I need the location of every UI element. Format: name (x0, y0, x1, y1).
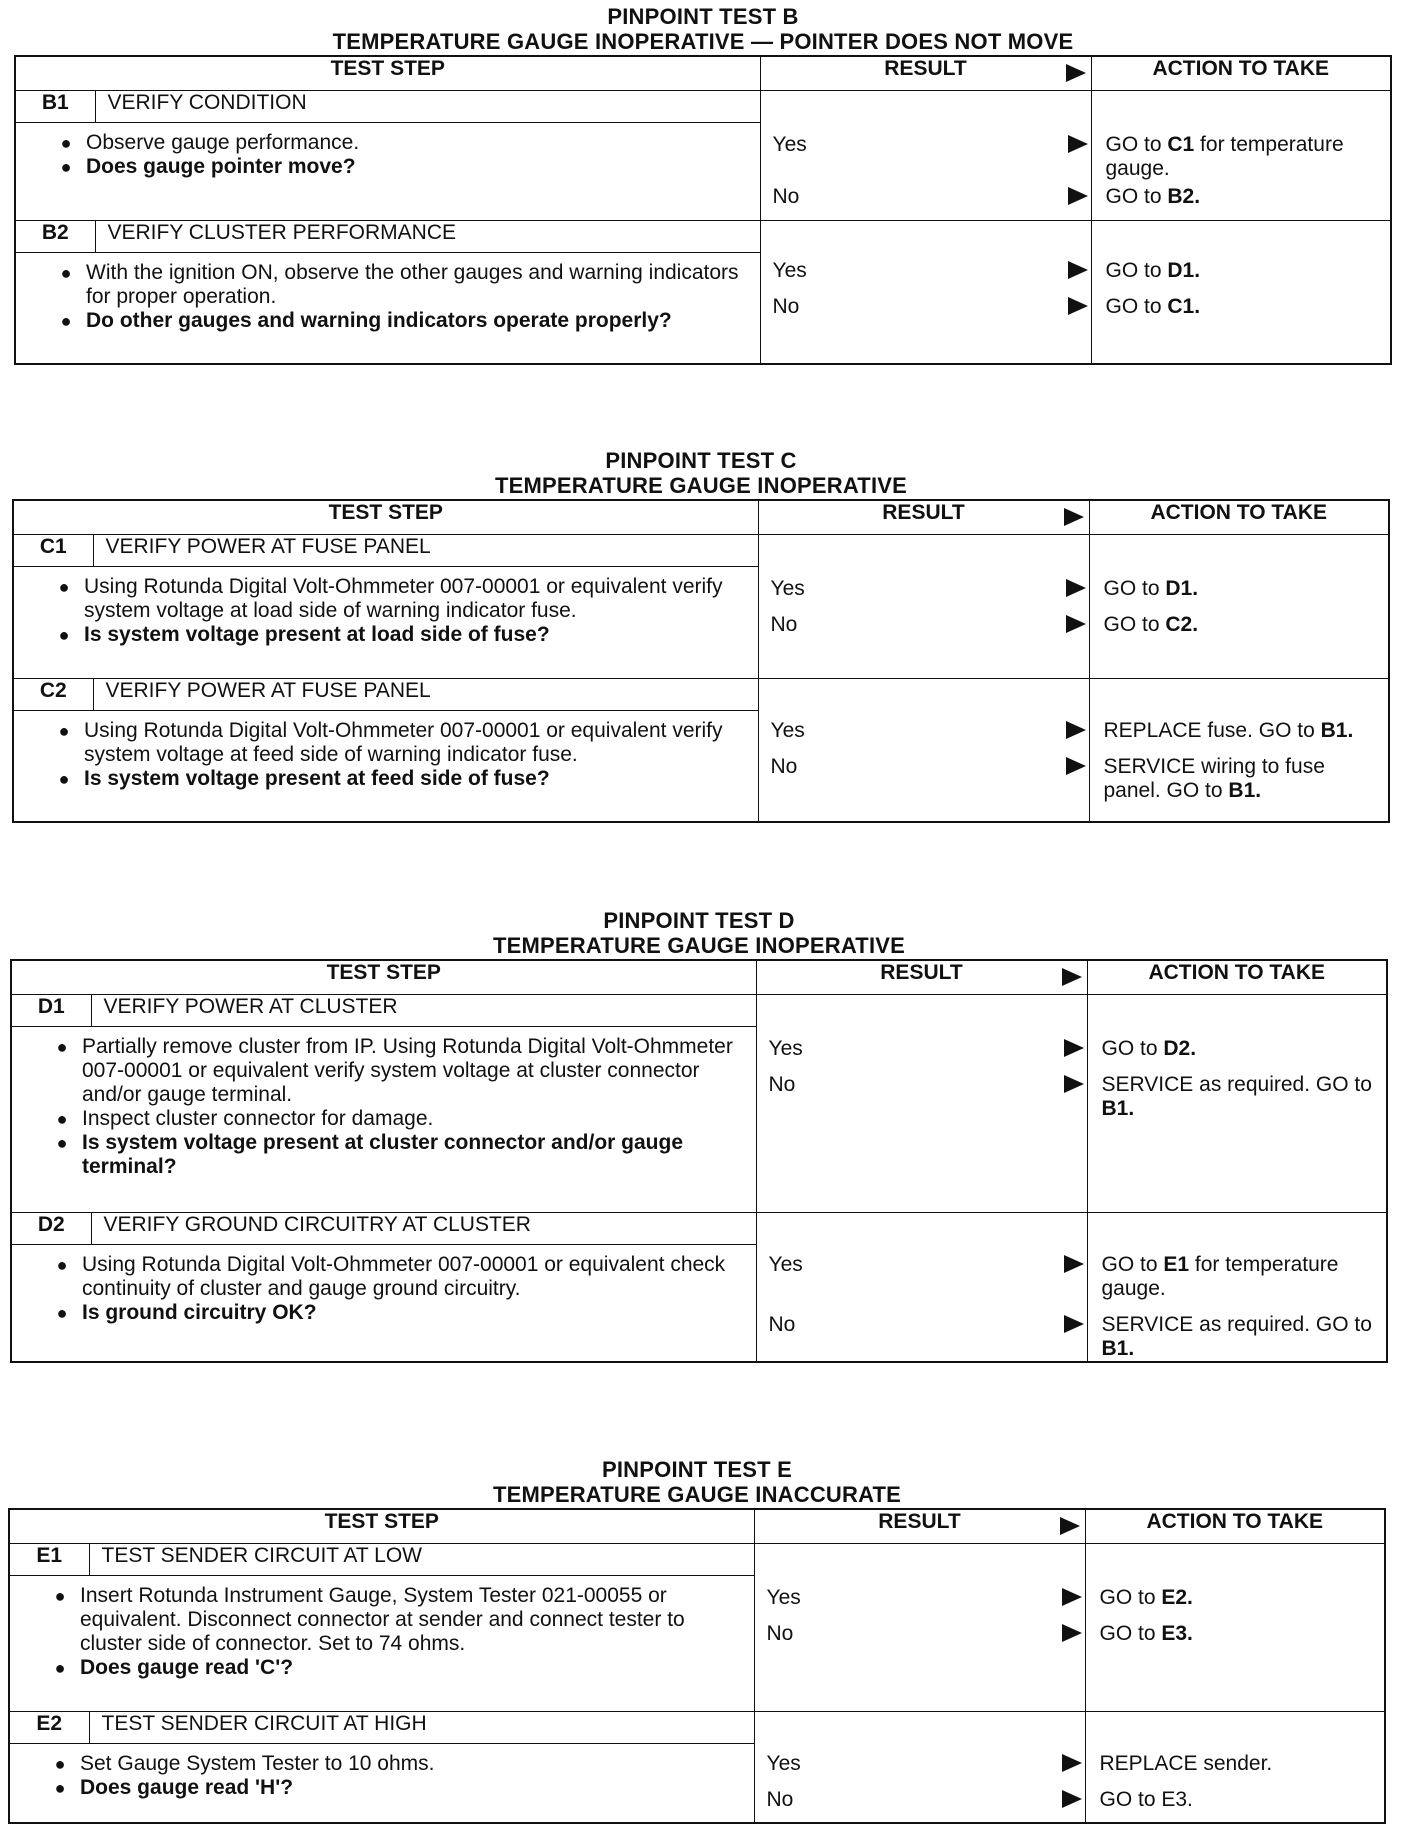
arrow-right-icon (1065, 756, 1087, 776)
arrow-right-icon (1061, 967, 1083, 993)
step-id: B2 (15, 220, 95, 252)
bullet-icon: ● (58, 768, 70, 789)
arrow-right-icon (1063, 507, 1085, 533)
step-title: VERIFY CLUSTER PERFORMANCE (95, 220, 760, 252)
table-row (13, 534, 1389, 566)
bullet-icon: ● (54, 1777, 66, 1798)
header-result-label: RESULT (884, 57, 967, 80)
table-header (13, 500, 1389, 534)
result-cell (754, 1711, 1085, 1823)
header-action: ACTION TO TAKE (1089, 500, 1389, 534)
result-no (773, 295, 1091, 319)
bullet-question: Does gauge read 'H'? (80, 1775, 294, 1799)
bullet-text: Using Rotunda Digital Volt-Ohmmeter 007-00001 or equivalent check continuity of cluster and gauge ground circuitry. (82, 1252, 726, 1300)
table-header (9, 1509, 1385, 1543)
result-yes (773, 133, 1091, 157)
test-title: PINPOINT TEST E (601, 1457, 793, 1482)
header-result (754, 1509, 1085, 1543)
result-no (767, 1622, 1085, 1646)
pinpoint-test-b (14, 4, 1392, 365)
header-test-step: TEST STEP (15, 56, 760, 90)
test-table (14, 55, 1392, 365)
test-title: PINPOINT TEST C (605, 448, 797, 473)
arrow-right-icon (1067, 296, 1089, 316)
result-no (773, 185, 1091, 209)
table-row (11, 1212, 1387, 1244)
result-cell (760, 220, 1091, 364)
bullet-icon: ● (60, 156, 72, 177)
arrow-right-icon (1061, 1753, 1083, 1773)
test-title: PINPOINT TEST B (607, 4, 799, 29)
bullet-icon: ● (60, 262, 72, 283)
test-table (10, 959, 1388, 1363)
arrow-right-icon (1065, 614, 1087, 634)
arrow-right-icon (1065, 63, 1087, 89)
bullet-question: Is ground circuitry OK? (82, 1300, 317, 1324)
arrow-right-icon (1063, 1254, 1085, 1274)
result-label: No (772, 184, 800, 208)
action-no: GO to B2. (1105, 184, 1201, 208)
step-id: D1 (11, 994, 91, 1026)
step-bullets (11, 1026, 756, 1212)
result-label: No (770, 754, 798, 778)
result-label: Yes (766, 1585, 801, 1609)
bullet-question: Is system voltage present at cluster connector and/or gauge terminal? (82, 1130, 684, 1178)
step-bullets (15, 252, 760, 364)
table-header (11, 960, 1387, 994)
step-id: B1 (15, 90, 95, 122)
table-header (15, 56, 1391, 90)
action-no: GO to E3. (1099, 1787, 1193, 1811)
arrow-right-icon (1067, 134, 1089, 154)
step-bullets (9, 1575, 754, 1711)
test-subtitle: TEMPERATURE GAUGE INACCURATE (492, 1482, 902, 1507)
header-result-label: RESULT (882, 501, 965, 524)
bullet-text: Using Rotunda Digital Volt-Ohmmeter 007-00001 or equivalent verify system voltage at load side of warning indicator fuse. (84, 574, 723, 622)
result-yes (771, 577, 1089, 601)
table-row (9, 1711, 1385, 1743)
bullet-text: Observe gauge performance. (86, 130, 360, 154)
test-subtitle: TEMPERATURE GAUGE INOPERATIVE (494, 473, 908, 498)
step-id: D2 (11, 1212, 91, 1244)
result-label: Yes (772, 132, 807, 156)
step-bullets (13, 710, 758, 822)
bullet-question: Do other gauges and warning indicators operate properly? (86, 308, 672, 332)
result-yes (767, 1752, 1085, 1776)
bullet-icon: ● (58, 720, 70, 741)
step-title: TEST SENDER CIRCUIT AT LOW (89, 1543, 754, 1575)
pinpoint-test-c (12, 448, 1390, 823)
pinpoint-test-e (8, 1457, 1386, 1824)
arrow-right-icon (1061, 1789, 1083, 1809)
action-no: SERVICE wiring to fuse panel. GO to B1. (1103, 754, 1325, 802)
test-table (12, 499, 1390, 823)
action-yes: REPLACE sender. (1099, 1751, 1273, 1775)
action-no: GO to E3. (1099, 1621, 1193, 1645)
step-title: VERIFY POWER AT FUSE PANEL (93, 678, 758, 710)
result-yes (773, 259, 1091, 283)
step-title: VERIFY GROUND CIRCUITRY AT CLUSTER (91, 1212, 756, 1244)
result-cell (756, 994, 1087, 1212)
table-row (13, 678, 1389, 710)
bullet-icon: ● (58, 576, 70, 597)
action-yes: GO to E2. (1099, 1585, 1193, 1609)
action-yes: REPLACE fuse. GO to B1. (1103, 718, 1354, 742)
step-id: C2 (13, 678, 93, 710)
header-test-step: TEST STEP (11, 960, 756, 994)
result-label: No (772, 294, 800, 318)
result-yes (767, 1586, 1085, 1610)
bullet-icon: ● (56, 1254, 68, 1275)
result-yes (771, 719, 1089, 743)
bullet-icon: ● (54, 1585, 66, 1606)
step-id: E2 (9, 1711, 89, 1743)
result-cell (754, 1543, 1085, 1711)
bullet-question: Is system voltage present at feed side of fuse? (84, 766, 550, 790)
action-no: SERVICE as required. GO to B1. (1101, 1312, 1372, 1360)
bullet-question: Does gauge read 'C'? (80, 1655, 294, 1679)
step-bullets (9, 1743, 754, 1823)
header-action: ACTION TO TAKE (1091, 56, 1391, 90)
arrow-right-icon (1063, 1314, 1085, 1334)
result-label: No (768, 1072, 796, 1096)
action-no: GO to C2. (1103, 612, 1199, 636)
step-bullets (13, 566, 758, 678)
bullet-icon: ● (54, 1753, 66, 1774)
table-row (11, 994, 1387, 1026)
result-no (767, 1788, 1085, 1812)
test-subtitle: TEMPERATURE GAUGE INOPERATIVE (492, 933, 906, 958)
arrow-right-icon (1059, 1516, 1081, 1542)
header-action: ACTION TO TAKE (1085, 1509, 1385, 1543)
step-title: VERIFY CONDITION (95, 90, 760, 122)
test-table (8, 1508, 1386, 1824)
bullet-icon: ● (56, 1132, 68, 1153)
step-title: VERIFY POWER AT FUSE PANEL (93, 534, 758, 566)
test-subtitle: TEMPERATURE GAUGE INOPERATIVE — POINTER DOES NOT MOVE (332, 29, 1074, 54)
action-no: SERVICE as required. GO to B1. (1101, 1072, 1372, 1120)
header-result-label: RESULT (880, 961, 963, 984)
result-no (769, 1073, 1087, 1097)
action-yes: GO to C1 for temperature gauge. (1105, 132, 1344, 180)
result-label: Yes (772, 258, 807, 282)
result-yes (769, 1037, 1087, 1061)
step-title: TEST SENDER CIRCUIT AT HIGH (89, 1711, 754, 1743)
action-cell (1091, 220, 1391, 364)
header-test-step: TEST STEP (9, 1509, 754, 1543)
arrow-right-icon (1061, 1587, 1083, 1607)
bullet-icon: ● (56, 1108, 68, 1129)
result-label: No (770, 612, 798, 636)
arrow-right-icon (1061, 1623, 1083, 1643)
header-result (760, 56, 1091, 90)
action-cell (1089, 678, 1389, 822)
result-cell (758, 678, 1089, 822)
result-label: No (768, 1312, 796, 1336)
table-row (15, 90, 1391, 122)
header-result-label: RESULT (878, 1510, 961, 1533)
result-yes (769, 1253, 1087, 1277)
header-action: ACTION TO TAKE (1087, 960, 1387, 994)
action-cell (1087, 1212, 1387, 1362)
bullet-text: Insert Rotunda Instrument Gauge, System Tester 021-00055 or equivalent. Disconnect connector at sender and connect tester to cluster side of connector. Set to 74 ohms. (80, 1583, 685, 1655)
result-no (771, 613, 1089, 637)
table-row (9, 1543, 1385, 1575)
action-yes: GO to E1 for temperature gauge. (1101, 1252, 1339, 1300)
result-label: Yes (768, 1036, 803, 1060)
result-label: Yes (766, 1751, 801, 1775)
bullet-text: Inspect cluster connector for damage. (82, 1106, 434, 1130)
bullet-icon: ● (58, 624, 70, 645)
bullet-icon: ● (54, 1657, 66, 1678)
result-label: No (766, 1621, 794, 1645)
arrow-right-icon (1063, 1074, 1085, 1094)
header-result (758, 500, 1089, 534)
result-label: Yes (768, 1252, 803, 1276)
action-cell (1085, 1543, 1385, 1711)
header-test-step: TEST STEP (13, 500, 758, 534)
test-title: PINPOINT TEST D (603, 908, 795, 933)
bullet-icon: ● (60, 132, 72, 153)
arrow-right-icon (1065, 720, 1087, 740)
action-cell (1085, 1711, 1385, 1823)
arrow-right-icon (1063, 1038, 1085, 1058)
bullet-question: Is system voltage present at load side of fuse? (84, 622, 550, 646)
action-yes: GO to D1. (1105, 258, 1201, 282)
result-cell (760, 90, 1091, 220)
action-cell (1091, 90, 1391, 220)
result-label: No (766, 1787, 794, 1811)
bullet-icon: ● (60, 310, 72, 331)
action-cell (1087, 994, 1387, 1212)
result-label: Yes (770, 718, 805, 742)
result-no (771, 755, 1089, 779)
bullet-text: Partially remove cluster from IP. Using Rotunda Digital Volt-Ohmmeter 007-00001 or equivalent verify system voltage at cluster connector and/or gauge terminal. (82, 1034, 733, 1106)
table-row (15, 220, 1391, 252)
step-id: C1 (13, 534, 93, 566)
action-cell (1089, 534, 1389, 678)
step-bullets (15, 122, 760, 220)
result-cell (758, 534, 1089, 678)
bullet-text: Using Rotunda Digital Volt-Ohmmeter 007-00001 or equivalent verify system voltage at feed side of warning indicator fuse. (84, 718, 723, 766)
bullet-text: With the ignition ON, observe the other gauges and warning indicators for proper operation. (86, 260, 739, 308)
action-yes: GO to D1. (1103, 576, 1199, 600)
arrow-right-icon (1067, 186, 1089, 206)
action-yes: GO to D2. (1101, 1036, 1197, 1060)
result-no (769, 1313, 1087, 1337)
bullet-icon: ● (56, 1036, 68, 1057)
result-cell (756, 1212, 1087, 1362)
bullet-question: Does gauge pointer move? (86, 154, 356, 178)
header-result (756, 960, 1087, 994)
step-title: VERIFY POWER AT CLUSTER (91, 994, 756, 1026)
arrow-right-icon (1067, 260, 1089, 280)
pinpoint-test-d (10, 908, 1388, 1363)
bullet-icon: ● (56, 1302, 68, 1323)
result-label: Yes (770, 576, 805, 600)
action-no: GO to C1. (1105, 294, 1201, 318)
bullet-text: Set Gauge System Tester to 10 ohms. (80, 1751, 435, 1775)
step-bullets (11, 1244, 756, 1362)
step-id: E1 (9, 1543, 89, 1575)
arrow-right-icon (1065, 578, 1087, 598)
